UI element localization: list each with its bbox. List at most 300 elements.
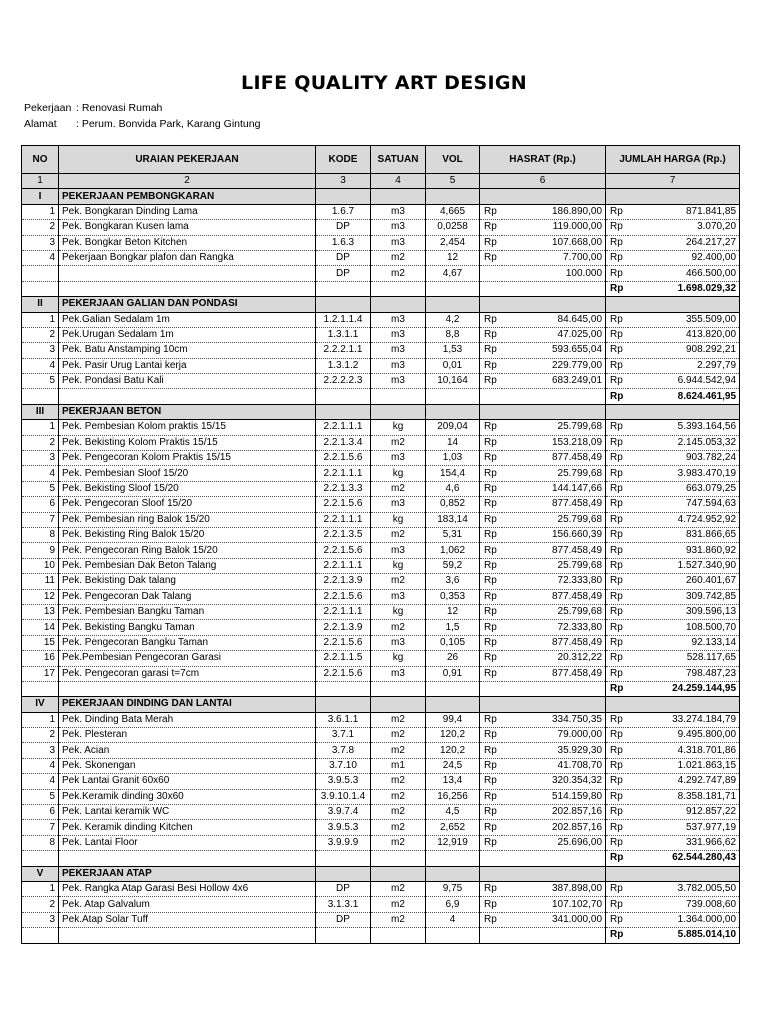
item-unit: m3 [371,635,426,650]
section-number: V [22,866,59,881]
table-row [22,420,740,435]
subtotal-row [22,281,740,296]
item-total-price: 4.292.747,89 [628,774,740,789]
item-number: 4 [22,466,59,481]
hasrat-currency: Rp [480,250,502,265]
item-description: Pek.Galian Sedalam 1m [59,312,316,327]
jumlah-currency: Rp [606,466,628,481]
empty-cell [502,928,606,943]
item-number: 3 [22,235,59,250]
section-header-row [22,404,740,419]
header-jumlah: JUMLAH HARGA (Rp.) [606,146,740,174]
item-description: Pek. Pasir Urug Lantai kerja [59,358,316,373]
header-kode: KODE [316,146,371,174]
empty-cell [502,404,606,419]
jumlah-currency: Rp [606,374,628,389]
subtotal-row [22,851,740,866]
table-row [22,651,740,666]
item-total-price: 355.509,00 [628,312,740,327]
item-description: Pek.Urugan Sedalam 1m [59,327,316,342]
empty-cell [606,697,628,712]
subtotal-row [22,928,740,943]
item-volume: 1,53 [426,343,480,358]
item-unit-price: 683.249,01 [502,374,606,389]
item-number: 3 [22,451,59,466]
item-description: Pek. Bongkaran Dinding Lama [59,204,316,219]
item-unit-price: 20.312,22 [502,651,606,666]
item-total-price: 1.021.863,15 [628,758,740,773]
header-row [22,146,740,174]
item-code: 1.6.3 [316,235,371,250]
jumlah-currency: Rp [606,543,628,558]
item-total-price: 931.860,92 [628,543,740,558]
item-volume: 13,4 [426,774,480,789]
item-total-price: 3.983.470,19 [628,466,740,481]
item-number: 2 [22,327,59,342]
jumlah-currency: Rp [606,312,628,327]
item-code: 1.2.1.1.4 [316,312,371,327]
item-description: Pek. Pengecoran Sloof 15/20 [59,497,316,512]
empty-cell [480,928,502,943]
jumlah-currency: Rp [606,435,628,450]
empty-cell [606,866,628,881]
item-number: 6 [22,805,59,820]
item-total-price: 264.217,27 [628,235,740,250]
table-row [22,481,740,496]
item-code: 2.2.1.5.6 [316,635,371,650]
empty-cell [502,297,606,312]
item-unit-price: 144.147,66 [502,481,606,496]
section-subtotal: 24.259.144,95 [628,681,740,696]
item-volume: 183,14 [426,512,480,527]
empty-cell [502,389,606,404]
item-total-price: 5.393.164,56 [628,420,740,435]
item-unit: m2 [371,527,426,542]
empty-cell [502,697,606,712]
hasrat-currency: Rp [480,527,502,542]
hasrat-currency: Rp [480,620,502,635]
item-unit-price: 877.458,49 [502,589,606,604]
item-code: 2.2.1.3.3 [316,481,371,496]
item-code: 3.1.3.1 [316,897,371,912]
item-unit: m2 [371,250,426,265]
item-description: Pek. Pembesian Sloof 15/20 [59,466,316,481]
table-row [22,220,740,235]
item-number: 5 [22,481,59,496]
table-row [22,250,740,265]
item-number: 4 [22,774,59,789]
item-total-price: 309.742,85 [628,589,740,604]
empty-cell [426,697,480,712]
table-row [22,835,740,850]
alamat-value: : Perum. Bonvida Park, Karang Gintung [76,118,261,130]
item-volume: 9,75 [426,881,480,896]
jumlah-currency: Rp [606,235,628,250]
item-description: Pek. Lantai Floor [59,835,316,850]
empty-cell [628,866,740,881]
item-description: Pek. Bekisting Dak talang [59,574,316,589]
jumlah-currency: Rp [606,635,628,650]
hasrat-currency [480,266,502,281]
empty-cell [480,697,502,712]
table-row [22,358,740,373]
empty-cell [426,681,480,696]
jumlah-currency: Rp [606,481,628,496]
item-code: 3.9.5.3 [316,820,371,835]
item-total-price: 798.487,23 [628,666,740,681]
item-number: 6 [22,497,59,512]
item-total-price: 6.944.542,94 [628,374,740,389]
empty-cell [371,281,426,296]
item-number: 1 [22,420,59,435]
item-unit: m2 [371,620,426,635]
item-description: Pek. Bongkar Beton Kitchen [59,235,316,250]
hasrat-currency: Rp [480,204,502,219]
item-volume: 0,01 [426,358,480,373]
empty-cell [371,297,426,312]
hasrat-currency: Rp [480,743,502,758]
empty-cell [59,851,316,866]
jumlah-currency: Rp [606,651,628,666]
table-row [22,758,740,773]
pekerjaan-value: : Renovasi Rumah [76,102,163,114]
table-row [22,774,740,789]
subtotal-currency: Rp [606,851,628,866]
item-number: 3 [22,743,59,758]
item-code: 2.2.1.1.1 [316,512,371,527]
jumlah-currency: Rp [606,512,628,527]
header-hasrat: HASRAT (Rp.) [480,146,606,174]
jumlah-currency: Rp [606,250,628,265]
jumlah-currency: Rp [606,758,628,773]
empty-cell [502,866,606,881]
item-unit: m2 [371,712,426,727]
item-unit: m1 [371,758,426,773]
item-volume: 1,5 [426,620,480,635]
empty-cell [606,404,628,419]
table-row [22,712,740,727]
column-number: 7 [606,174,740,189]
section-header-row [22,697,740,712]
hasrat-currency: Rp [480,835,502,850]
item-unit-price: 341.000,00 [502,912,606,927]
table-row [22,235,740,250]
table-row [22,558,740,573]
item-code: 3.7.8 [316,743,371,758]
empty-cell [502,281,606,296]
table-row [22,620,740,635]
alamat-line [24,118,260,130]
item-number: 2 [22,220,59,235]
item-unit-price: 25.799,68 [502,512,606,527]
table-row [22,312,740,327]
item-total-price: 108.500,70 [628,620,740,635]
item-total-price: 4.724.952,92 [628,512,740,527]
empty-cell [59,928,316,943]
item-number: 4 [22,358,59,373]
item-unit-price: 186.890,00 [502,204,606,219]
item-description: Pek Lantai Granit 60x60 [59,774,316,789]
item-volume: 1,062 [426,543,480,558]
item-description: Pek. Pengecoran Bangku Taman [59,635,316,650]
item-description: Pek. Keramik dinding Kitchen [59,820,316,835]
column-number: 5 [426,174,480,189]
item-total-price: 33.274.184,79 [628,712,740,727]
section-name: PEKERJAAN GALIAN DAN PONDASI [59,297,316,312]
item-description: Pek. Bekisting Bangku Taman [59,620,316,635]
item-volume: 1,03 [426,451,480,466]
item-number: 2 [22,435,59,450]
item-code: 2.2.2.2.3 [316,374,371,389]
item-unit-price: 334.750,35 [502,712,606,727]
item-unit: m2 [371,574,426,589]
item-description: Pek. Atap Galvalum [59,897,316,912]
jumlah-currency: Rp [606,897,628,912]
jumlah-currency: Rp [606,712,628,727]
item-unit-price: 47.025,00 [502,327,606,342]
item-code: DP [316,881,371,896]
item-number: 14 [22,620,59,635]
table-row [22,574,740,589]
item-total-price: 2.297,79 [628,358,740,373]
item-description: Pek. Bongkaran Kusen lama [59,220,316,235]
item-unit: m3 [371,589,426,604]
item-unit: kg [371,466,426,481]
table-row [22,374,740,389]
empty-cell [316,404,371,419]
item-unit-price: 72.333,80 [502,620,606,635]
empty-cell [606,189,628,204]
item-code: 1.3.1.1 [316,327,371,342]
item-unit: m3 [371,543,426,558]
empty-cell [316,851,371,866]
item-unit-price: 320.354,32 [502,774,606,789]
item-volume: 3,6 [426,574,480,589]
item-code: 2.2.1.5.6 [316,451,371,466]
empty-cell [371,851,426,866]
jumlah-currency: Rp [606,728,628,743]
jumlah-currency: Rp [606,666,628,681]
table-row [22,820,740,835]
item-description: Pek. Bekisting Ring Balok 15/20 [59,527,316,542]
item-unit: m2 [371,881,426,896]
empty-cell [426,281,480,296]
empty-cell [316,297,371,312]
item-description: Pek. Pengecoran garasi t=7cm [59,666,316,681]
item-description: Pek.Pembesian Pengecoran Garasi [59,651,316,666]
empty-cell [371,681,426,696]
item-number: 17 [22,666,59,681]
subtotal-row [22,389,740,404]
item-unit-price: 25.799,68 [502,558,606,573]
item-volume: 0,353 [426,589,480,604]
item-total-price: 260.401,67 [628,574,740,589]
hasrat-currency: Rp [480,897,502,912]
item-number: 1 [22,204,59,219]
item-description: Pek.Atap Solar Tuff [59,912,316,927]
item-number: 4 [22,758,59,773]
item-number: 16 [22,651,59,666]
document-title: LIFE QUALITY ART DESIGN [241,72,527,94]
item-number: 3 [22,343,59,358]
item-unit-price: 877.458,49 [502,635,606,650]
item-code: 2.2.1.1.1 [316,420,371,435]
subtotal-row [22,681,740,696]
item-code: DP [316,220,371,235]
empty-cell [22,928,59,943]
item-unit: m2 [371,481,426,496]
item-unit-price: 202.857,16 [502,805,606,820]
item-number: 1 [22,312,59,327]
item-number [22,266,59,281]
empty-cell [628,404,740,419]
item-description: Pek. Rangka Atap Garasi Besi Hollow 4x6 [59,881,316,896]
empty-cell [480,681,502,696]
item-unit: m2 [371,835,426,850]
item-volume: 16,256 [426,789,480,804]
hasrat-currency: Rp [480,574,502,589]
item-volume: 4,6 [426,481,480,496]
item-unit: m3 [371,204,426,219]
empty-cell [606,297,628,312]
section-name: PEKERJAAN BETON [59,404,316,419]
item-unit-price: 119.000,00 [502,220,606,235]
item-unit: m2 [371,728,426,743]
empty-cell [316,866,371,881]
jumlah-currency: Rp [606,527,628,542]
item-unit: m2 [371,743,426,758]
item-description: Pek. Bekisting Kolom Praktis 15/15 [59,435,316,450]
item-total-price: 663.079,25 [628,481,740,496]
section-name: PEKERJAAN ATAP [59,866,316,881]
hasrat-currency: Rp [480,651,502,666]
table-row [22,897,740,912]
jumlah-currency: Rp [606,220,628,235]
item-volume: 4,67 [426,266,480,281]
jumlah-currency: Rp [606,266,628,281]
pekerjaan-label: Pekerjaan [24,102,72,114]
hasrat-currency: Rp [480,774,502,789]
item-unit: m2 [371,912,426,927]
item-description: Pek. Lantai keramik WC [59,805,316,820]
subtotal-currency: Rp [606,681,628,696]
item-number: 8 [22,835,59,850]
jumlah-currency: Rp [606,497,628,512]
item-unit-price: 156.660,39 [502,527,606,542]
item-unit-price: 877.458,49 [502,451,606,466]
item-code: 3.9.9.9 [316,835,371,850]
item-number: 8 [22,527,59,542]
item-code: 2.2.1.5.6 [316,543,371,558]
jumlah-currency: Rp [606,881,628,896]
hasrat-currency: Rp [480,666,502,681]
item-volume: 0,0258 [426,220,480,235]
item-number: 2 [22,728,59,743]
item-description: Pek. Pembesian Dak Beton Talang [59,558,316,573]
hasrat-currency: Rp [480,374,502,389]
hasrat-currency: Rp [480,358,502,373]
item-volume: 14 [426,435,480,450]
item-volume: 154,4 [426,466,480,481]
item-unit: m3 [371,666,426,681]
item-total-price: 747.594,63 [628,497,740,512]
item-total-price: 903.782,24 [628,451,740,466]
item-volume: 12,919 [426,835,480,850]
table-row [22,635,740,650]
item-code: 2.2.2.1.1 [316,343,371,358]
jumlah-currency: Rp [606,743,628,758]
hasrat-currency: Rp [480,497,502,512]
hasrat-currency: Rp [480,481,502,496]
item-description: Pek. Skonengan [59,758,316,773]
item-unit-price: 229.779,00 [502,358,606,373]
empty-cell [426,404,480,419]
section-number: IV [22,697,59,712]
section-header-row [22,866,740,881]
hasrat-currency: Rp [480,604,502,619]
item-description: Pek. Pondasi Batu Kali [59,374,316,389]
subtotal-currency: Rp [606,389,628,404]
column-number: 2 [59,174,316,189]
item-description: Pek. Pengecoran Kolom Praktis 15/15 [59,451,316,466]
column-number-row [22,174,740,189]
jumlah-currency: Rp [606,451,628,466]
item-total-price: 537.977,19 [628,820,740,835]
item-code: DP [316,266,371,281]
item-unit: m2 [371,897,426,912]
empty-cell [628,189,740,204]
item-unit-price: 877.458,49 [502,543,606,558]
item-volume: 120,2 [426,728,480,743]
empty-cell [480,389,502,404]
item-unit: m3 [371,220,426,235]
empty-cell [59,389,316,404]
empty-cell [22,281,59,296]
table-row [22,497,740,512]
item-unit-price: 153.218,09 [502,435,606,450]
table-row [22,666,740,681]
item-total-price: 331.966,62 [628,835,740,850]
empty-cell [426,389,480,404]
empty-cell [371,928,426,943]
item-code: DP [316,250,371,265]
empty-cell [316,189,371,204]
empty-cell [480,866,502,881]
item-description [59,266,316,281]
table-body [22,174,740,944]
table-row [22,805,740,820]
item-unit: m3 [371,327,426,342]
jumlah-currency: Rp [606,912,628,927]
empty-cell [371,697,426,712]
table-row [22,728,740,743]
item-code: 2.2.1.3.9 [316,574,371,589]
item-volume: 26 [426,651,480,666]
item-description: Pek. Dinding Bata Merah [59,712,316,727]
empty-cell [22,389,59,404]
hasrat-currency: Rp [480,435,502,450]
hasrat-currency: Rp [480,712,502,727]
item-description: Pek.Keramik dinding 30x60 [59,789,316,804]
empty-cell [426,851,480,866]
empty-cell [371,866,426,881]
empty-cell [502,851,606,866]
item-unit-price: 107.102,70 [502,897,606,912]
jumlah-currency: Rp [606,835,628,850]
column-number: 3 [316,174,371,189]
item-volume: 2,454 [426,235,480,250]
item-description: Pek. Pengecoran Dak Talang [59,589,316,604]
